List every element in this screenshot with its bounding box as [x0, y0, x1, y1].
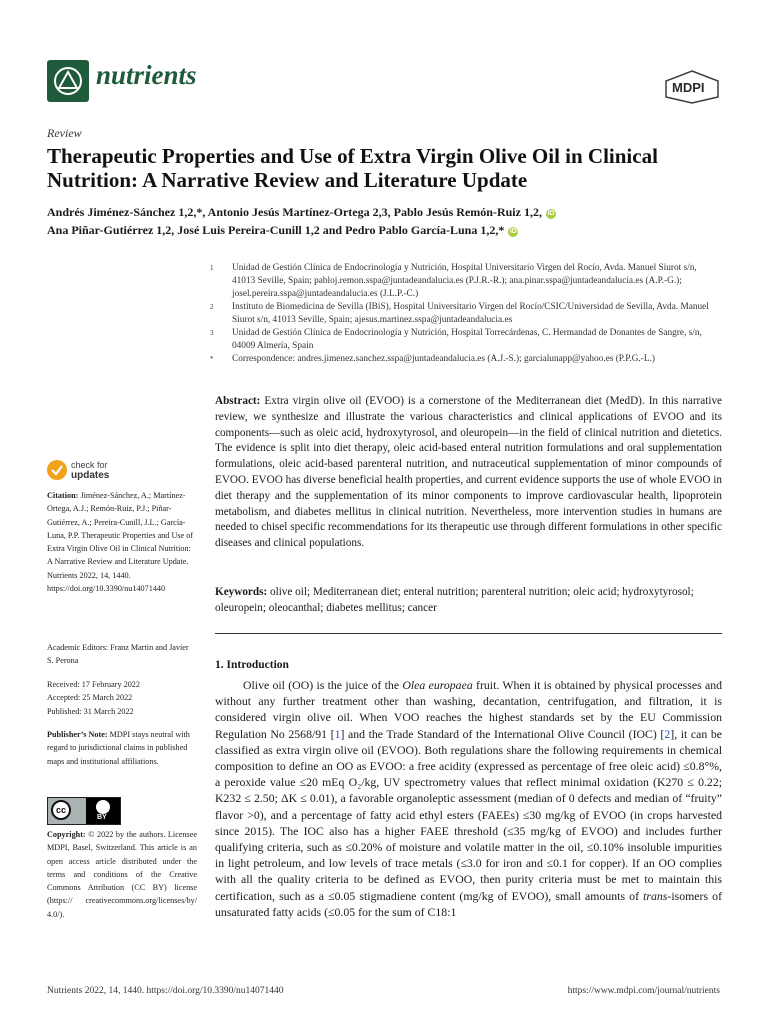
article-title: Therapeutic Properties and Use of Extra Virgin Olive Oil in Clinical Nutrition: A Narrative Review and Literature Update — [47, 144, 658, 192]
author-line — [47, 203, 727, 221]
keywords-label: Keywords: — [215, 586, 268, 598]
section-heading: 1. Introduction — [215, 659, 289, 671]
by-label: BY — [97, 814, 107, 821]
orcid-icon[interactable]: iD — [509, 228, 517, 235]
person-icon — [96, 800, 110, 814]
affiliation-text: Unidad de Gestión Clínica de Endocrinología y Nutrición, Hospital Universitario Virgen del Rocío, Avda. Manuel Siurot s/n, 41013 Seville, Spain; pabloj.remon.sspa@juntadeandalucia.es (P.J.R.-R.); ana.pinar.sspa@juntadeandalucia.es (A.P.-G.); josel.pereira.sspa@juntadeandalucia.es (J.L.P.-C.) — [232, 263, 697, 299]
check-for-updates-label — [71, 460, 109, 481]
reference-link[interactable]: 1 — [334, 726, 341, 741]
copyright-text[interactable]: © 2022 by the authors. Licensee MDPI, Basel, Switzerland. This article is an open access article distributed under the terms and conditions of the Creative Commons Attribution (CC BY) license (https:// creativecommons.org/licenses/by/ 4.0/). — [47, 830, 198, 919]
received-date: Received: 17 February 2022 — [47, 680, 140, 689]
author-list — [47, 203, 727, 239]
article-type: Review — [47, 126, 82, 140]
affiliation-item — [210, 301, 722, 327]
affiliation-item — [210, 262, 722, 301]
check-icon — [47, 460, 67, 480]
affiliation-number: * — [210, 355, 214, 363]
text-run: ] and the Trade Standard of the International Olive Council (IOC) [ — [340, 726, 665, 741]
author-line-1[interactable]: Andrés Jiménez-Sánchez 1,2,*, Antonio Jesús Martínez-Ortega 2,3, Pablo Jesús Remón-Ruiz 1,2, — [47, 205, 542, 219]
copyright-block — [47, 828, 197, 921]
keywords — [215, 585, 722, 617]
divider — [215, 633, 722, 634]
journal-logo-icon — [47, 60, 89, 102]
affiliation-item — [210, 353, 722, 366]
affiliation-item — [210, 327, 722, 353]
italic-term: trans — [643, 888, 668, 903]
accepted-date: Accepted: 25 March 2022 — [47, 693, 133, 703]
citation-block — [47, 489, 197, 595]
species-name: Olea europaea — [402, 678, 473, 692]
cc-logo: cc — [51, 800, 71, 820]
journal-name[interactable]: nutrients — [96, 60, 197, 90]
check-top: check for — [71, 460, 108, 470]
citation-label: Citation: — [47, 491, 79, 500]
affiliation-number: 2 — [210, 303, 214, 311]
affiliation-number: 3 — [210, 329, 214, 337]
published-date: Published: 31 March 2022 — [47, 706, 134, 716]
paragraph — [215, 677, 722, 920]
affiliation-text: Correspondence: andres.jimenez.sanchez.sspa@juntadeandalucia.es (A.J.-S.); garcialunapp@yahoo.es (P.P.G.-L.) — [232, 354, 655, 364]
abstract-text: Extra virgin olive oil (EVOO) is a cornerstone of the Mediterranean diet (MedD). In this narrative review, we synthesize and illustrate the various characteristics and clinical applications of EVOO and its components—such as oleic acid, hydroxytyrosol, and oleuropein—in the field of clinical nutrition and dietetics. The evidence is split into diet therapy, oleic acid-based enteral nutrition formulations and oral supplementation formulations, oleic acid-based parenteral nutrition, and nutraceutical supplementation of minor compounds of EVOO. EVOO has diverse beneficial health properties, and current evidence supports the use of whole EVOO in diet therapy and the supplementation of its minor components to improve cardiovascular health, lipoprotein metabolism, and diabetes mellitus in clinical nutrition. Nevertheless, more intervention studies in humans are needed to chisel specific recommendations for its therapeutic use through different formulations in other specific diseases and clinical populations. — [215, 395, 723, 550]
publisher-note-text: MDPI stays neutral with regard to jurisdictional claims in published maps and institutional affiliations. — [47, 730, 190, 766]
cc-by-license-icon[interactable] — [47, 797, 121, 825]
text-run: ], it can be classified as extra virgin olive oil (EVOO). Both regulations share the following requirements in chemical composition to define an OO as EVOO: a free acidity (expressed as percentage of free oleic acid) ≤0.8°%, a peroxide value ≤20 mEq O₂/kg, UV spectrometry values that reflect minimal oxidation (K270 ≤ 0.22; K232 ≤ 2.50; ΔK ≤ 0.01), a favorable organoleptic assessment (median of 0 defects and median of “fruity” flavor >0), and a percentage of fatty acid ethyl esters (FAEEs) ≤30 mg/kg of EVOO (in crops harvested since 2015). The IOC also has a higher FAEE threshold (≤35 mg/kg of EVOO) and includes further qualifying criteria, such as ≤0.20% of moisture and volatile matter in the oil, ≤0.10% insoluble impurities in light petroleum, and low levels of trace metals (≤3.0 for iron and ≤0.1 for copper). If an OO complies with all the quality criteria to be defined as EVOO, then purity criteria must be met to maintain this certification, such as a ≤0.05 stigmadiene content (mg/kg of EVOO), small amounts of — [215, 726, 722, 903]
affiliation-number: 1 — [210, 264, 214, 272]
text-run: Olive oil (OO) is the juice of the — [243, 678, 403, 692]
by-badge — [86, 798, 120, 824]
check-bottom: updates — [71, 470, 110, 481]
dates-block — [47, 678, 197, 718]
copyright-label: Copyright: — [47, 830, 86, 839]
footer-citation[interactable]: Nutrients 2022, 14, 1440. https://doi.org/10.3390/nu14071440 — [47, 986, 284, 996]
body-text — [215, 677, 722, 920]
mdpi-logo[interactable] — [664, 70, 720, 104]
mdpi-logo-text: MDPI — [672, 80, 705, 95]
affiliation-text: Instituto de Biomedicina de Sevilla (IBiS), Hospital Universitario Virgen del Rocío/CSIC/Universidad de Sevilla, Avda. Manuel Siurot s/n, 41013 Seville, Spain; ajesus.martinez.sspa@juntadeandalucia.es — [232, 302, 709, 325]
academic-editors: Academic Editors: Franz Martin and Javier S. Perona — [47, 643, 189, 666]
reference-link[interactable]: 2 — [664, 726, 671, 741]
abstract — [215, 394, 722, 552]
publisher-note-label: Publisher’s Note: — [47, 730, 108, 739]
keywords-text: olive oil; Mediterranean diet; enteral nutrition; parenteral nutrition; oleic acid; hydroxytyrosol; oleuropein; oleocanthal; diabetes mellitus; cancer — [215, 586, 694, 614]
publisher-note — [47, 728, 197, 768]
affiliation-text: Unidad de Gestión Clínica de Endocrinología y Nutrición, Hospital Torrecárdenas, C. Hermandad de Donantes de Sangre, s/n, 04009 Almería, Spain — [232, 328, 702, 351]
author-line — [47, 221, 727, 239]
orcid-icon[interactable]: iD — [547, 210, 555, 217]
text-run: -isomers of unsaturated fatty acids (≤0.05 for the sum of C18:1 — [215, 888, 722, 919]
author-line-2[interactable]: Ana Piñar-Gutiérrez 1,2, José Luis Pereira-Cunill 1,2 and Pedro Pablo García-Luna 1,2,* — [47, 223, 505, 237]
footer-journal-url[interactable]: https://www.mdpi.com/journal/nutrients — [567, 986, 720, 996]
check-for-updates-button[interactable] — [47, 458, 197, 484]
abstract-label: Abstract: — [215, 395, 261, 407]
citation-text[interactable]: Jiménez-Sánchez, A.; Martínez-Ortega, A.J.; Remón-Ruiz, P.J.; Piñar-Gutiérrez, A.; Pereira-Cunill, J.L.; García-Luna, P.P. Therapeutic Properties and Use of Extra Virgin Olive Oil in Clinical Nutrition: A Narrative Review and Literature Update. Nutrients 2022, 14, 1440. https://doi.org/10.3390/nu14071440 — [47, 491, 194, 594]
text-run: fruit. When it is obtained by physical processes and without any further treatment other than washing, decantation, centrifugation, and filtration, it is considered virgin olive oil. When VOO reaches the highest standards set by the EU Commission Regulation No 2568/91 [ — [215, 678, 723, 741]
affiliations — [210, 262, 722, 366]
